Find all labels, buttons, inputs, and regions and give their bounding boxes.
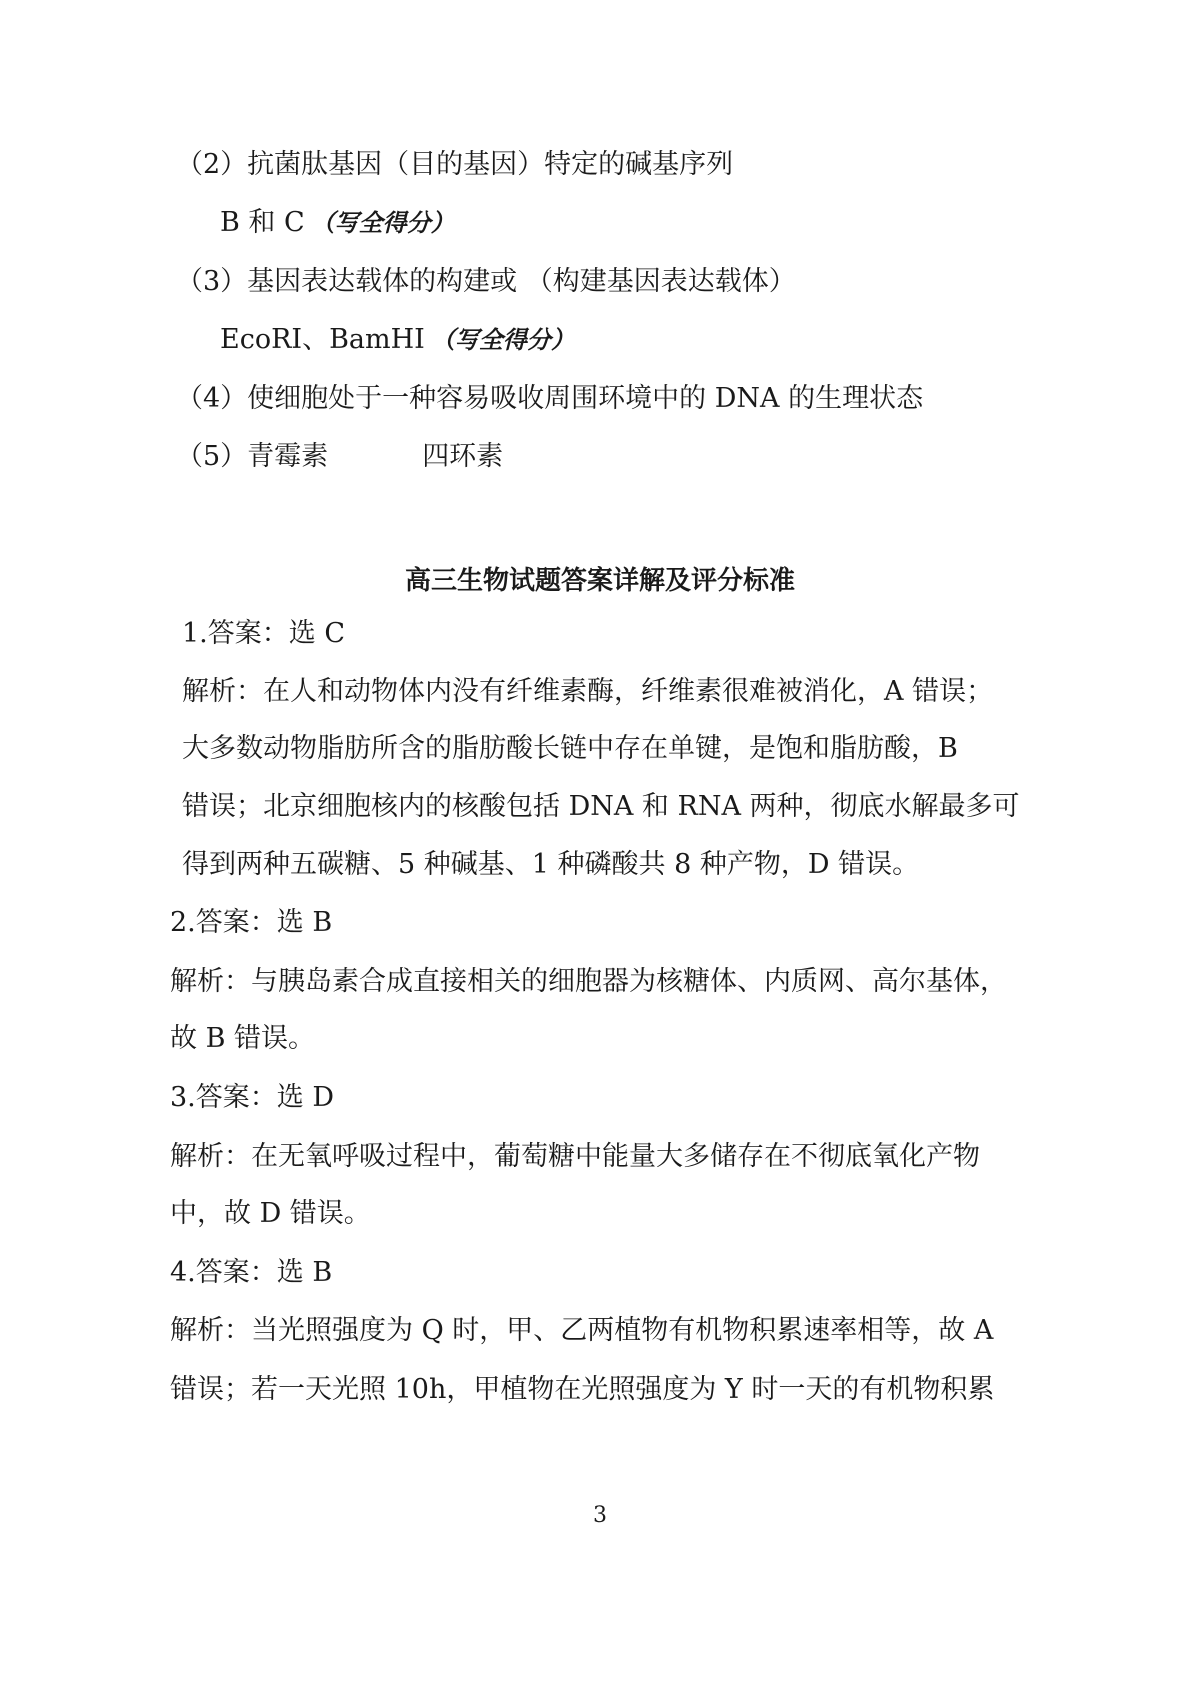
q2-answer: B 和 C bbox=[220, 207, 305, 238]
q5-label: （5）青霉素 bbox=[176, 441, 329, 472]
item1-analysis-line: 错误；北京细胞核内的核酸包括 DNA 和 RNA 两种，彻底水解最多可 bbox=[182, 791, 1020, 822]
q2-note: （写全得分） bbox=[310, 208, 455, 237]
item1-analysis-line: 得到两种五碳糖、5 种碱基、1 种磷酸共 8 种产物，D 错误。 bbox=[182, 849, 920, 880]
q2-answer-row bbox=[220, 206, 455, 240]
page-number: 3 bbox=[593, 1503, 607, 1528]
item3-analysis-line: 解析：在无氧呼吸过程中，葡萄糖中能量大多储存在不彻底氧化产物 bbox=[170, 1141, 980, 1172]
item2-answer: 2.答案：选 B bbox=[170, 907, 333, 938]
item2-analysis-line: 故 B 错误。 bbox=[170, 1023, 316, 1054]
q3-line: （3）基因表达载体的构建或 （构建基因表达载体） bbox=[176, 266, 796, 297]
q3-note: （写全得分） bbox=[430, 325, 575, 354]
item3-answer: 3.答案：选 D bbox=[170, 1082, 334, 1113]
item1-analysis-line: 解析：在人和动物体内没有纤维素酶，纤维素很难被消化，A 错误； bbox=[182, 676, 994, 707]
q4-line: （4）使细胞处于一种容易吸收周围环境中的 DNA 的生理状态 bbox=[176, 383, 924, 414]
q3-answer: EcoRⅠ、BamHⅠ bbox=[220, 324, 425, 355]
item4-answer: 4.答案：选 B bbox=[170, 1257, 333, 1288]
section-title: 高三生物试题答案详解及评分标准 bbox=[404, 566, 795, 596]
item2-analysis-line: 解析：与胰岛素合成直接相关的细胞器为核糖体、内质网、高尔基体， bbox=[170, 966, 1007, 997]
item1-answer: 1.答案：选 C bbox=[182, 618, 346, 649]
q5-answer2: 四环素 bbox=[422, 441, 504, 472]
q2-line: （2）抗菌肽基因（目的基因）特定的碱基序列 bbox=[176, 149, 734, 180]
q3-answer-row bbox=[220, 323, 575, 357]
q5-line bbox=[176, 440, 503, 474]
item1-analysis-line: 大多数动物脂肪所含的脂肪酸长链中存在单键，是饱和脂肪酸，B bbox=[182, 733, 958, 764]
item4-analysis-line: 解析：当光照强度为 Q 时，甲、乙两植物有机物积累速率相等，故 A bbox=[170, 1315, 994, 1346]
item4-analysis-line: 错误；若一天光照 10h，甲植物在光照强度为 Y 时一天的有机物积累 bbox=[170, 1374, 995, 1405]
item3-analysis-line: 中，故 D 错误。 bbox=[170, 1198, 371, 1229]
